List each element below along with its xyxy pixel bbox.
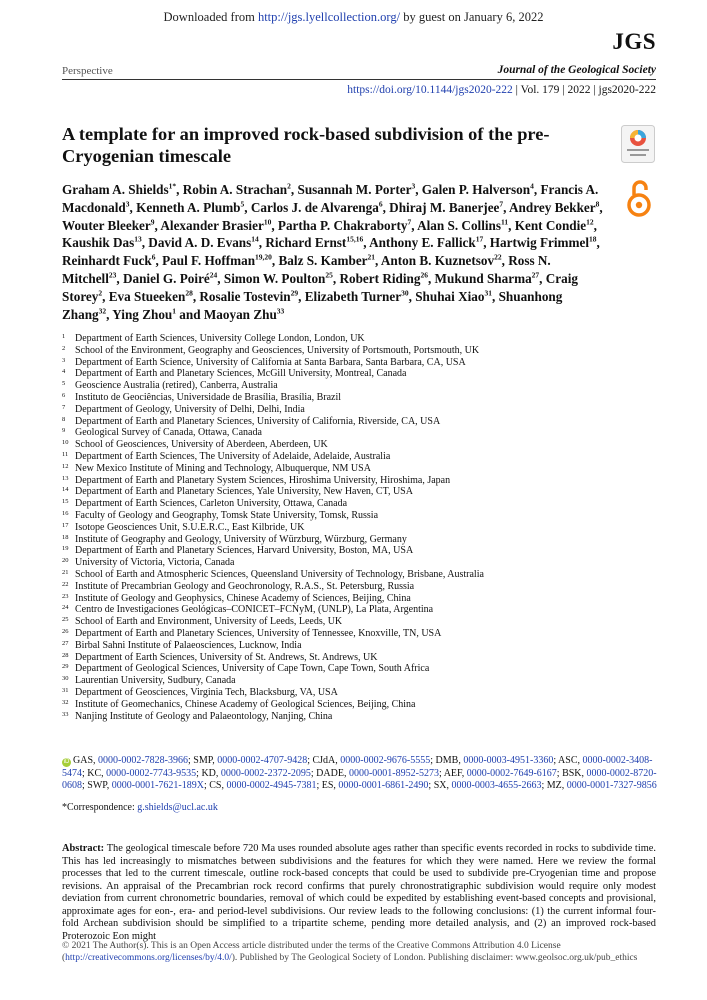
affiliation-item (62, 380, 662, 392)
affiliation-item (62, 498, 662, 510)
check-for-updates-icon (621, 125, 655, 163)
affiliation-text: Department of Earth and Planetary Sciences, Yale University, New Haven, CT, USA (75, 486, 413, 498)
affiliation-text: Department of Earth and Planetary Sciences, McGill University, Montreal, Canada (75, 368, 407, 380)
author-name: David A. D. Evans (148, 235, 252, 251)
affiliation-text: Geoscience Australia (retired), Canberra, Australia (75, 380, 278, 392)
orcid-author: ; ASC, (553, 755, 583, 766)
author-affiliation-ref: 7 (499, 199, 504, 209)
open-access-icon (626, 178, 652, 218)
abstract (62, 843, 656, 943)
orcid-link[interactable]: 0000-0002-4945-7381 (226, 780, 317, 792)
author-affiliation-ref: 29 (290, 288, 299, 298)
author-affiliation-ref: 14 (251, 235, 259, 244)
author-name: Ying Zhou (112, 306, 173, 322)
affiliation-number: 26 (62, 627, 69, 635)
author-name: Shuhai Xiao (415, 288, 485, 304)
author-affiliation-ref: 28 (185, 288, 193, 298)
orcid-author: GAS, (73, 755, 99, 766)
affiliation-number: 22 (62, 580, 69, 588)
affiliation-item (62, 616, 662, 628)
header-rule (62, 79, 656, 80)
author-name: Galen P. Halverson (421, 182, 531, 197)
doi-link[interactable]: https://doi.org/10.1144/jgs2020-222 (347, 84, 513, 96)
affiliation-number: 12 (62, 462, 69, 470)
affiliation-item (62, 463, 662, 475)
affiliation-text: Institute of Precambrian Geology and Geochronology, R.A.S., St. Petersburg, Russia (75, 580, 415, 592)
orcid-author: ; MZ, (541, 780, 567, 792)
author-affiliation-ref: 30 (401, 288, 409, 298)
author-name: Balz S. Kamber (278, 253, 368, 269)
author-name: Robin A. Strachan (182, 182, 288, 197)
affiliation-number: 7 (62, 403, 66, 411)
affiliation-number: 32 (62, 698, 69, 706)
orcid-link[interactable]: 0000-0003-4951-3360 (463, 755, 554, 766)
affiliation-number: 28 (62, 651, 69, 659)
affiliation-text: Department of Geology, University of Delhi, Delhi, India (75, 403, 305, 415)
affiliation-text: School of the Environment, Geography and Geosciences, University of Portsmouth, Portsmouth, UK (75, 344, 480, 356)
affiliation-item (62, 675, 662, 687)
affiliation-text: Institute of Geomechanics, Chinese Academy of Geological Sciences, Beijing, China (75, 698, 416, 710)
affiliation-text: Laurentian University, Sudbury, Canada (75, 675, 236, 687)
affiliation-text: Department of Earth Sciences, University of St. Andrews, St. Andrews, UK (75, 651, 378, 663)
orcid-link[interactable]: 0000-0002-8720-0608 (62, 767, 657, 792)
orcid-link[interactable]: 0000-0002-9676-5555 (340, 755, 431, 766)
abstract-text: The geological timescale before 720 Ma uses rounded absolute ages rather than specific events recorded in rocks to subdivide time. This has led increasingly to mismatches between subdivisions and the features for which they were named. Here we review the formal processes that led to the current timescale, outline rock-based concepts that could be used to subdivide pre-Cryogenian time and propose revisions. An appraisal of the Precambrian rock record confirms that purely chronostratigraphic subdivision would require only modest deviation from current chronometric boundaries, removal of which could be expedited by establishing event-based concepts and provisional, approximate ages for eon-, era- and period-level subdivisions. Our review leads to the following conclusions: (1) the current informal four-fold Archean subdivision should be simplified to a tripartite scheme, pending more detailed analysis, and (2) an improved rock-based Proterozoic Eon might (62, 843, 656, 942)
affiliation-number: 25 (62, 616, 69, 624)
orcid-author: ; KC, (82, 767, 107, 779)
orcid-author: ; KD, (196, 767, 221, 779)
author-affiliation-ref: 23 (108, 270, 117, 280)
author-name: Alan S. Collins (417, 217, 502, 233)
affiliation-text: Department of Earth Sciences, University College London, London, UK (75, 333, 365, 344)
author-name: Wouter Bleeker (62, 217, 151, 233)
orcid-link[interactable]: 0000-0002-2372-2095 (220, 767, 311, 779)
download-link[interactable]: http://jgs.lyellcollection.org/ (257, 10, 401, 24)
affiliation-item (62, 640, 662, 652)
affiliation-item (62, 663, 662, 675)
affiliation-number: 17 (62, 521, 69, 529)
open-access-badge (626, 178, 652, 218)
author-affiliation-ref: 1* (168, 181, 177, 191)
orcid-link[interactable]: 0000-0002-3408-5474 (62, 755, 653, 779)
affiliation-text: Institute of Geography and Geology, University of Würzburg, Würzburg, Germany (75, 533, 407, 545)
author-conjunction: and (176, 306, 204, 322)
author-name: Eva Stueeken (108, 288, 186, 304)
affiliation-number: 5 (62, 380, 66, 388)
affiliation-number: 3 (62, 356, 66, 364)
author-name: Anthony E. Fallick (369, 235, 476, 251)
author-name: Graham A. Shields (62, 182, 169, 197)
download-notice: Downloaded from http://jgs.lyellcollection.org/ by guest on January 6, 2022 (163, 10, 544, 24)
affiliation-number: 8 (62, 415, 66, 423)
affiliation-item (62, 486, 662, 498)
affiliation-item (62, 357, 662, 369)
affiliation-text: Department of Earth Sciences, The University of Adelaide, Adelaide, Australia (75, 450, 391, 462)
affiliation-number: 1 (62, 333, 66, 340)
author-name: Paul F. Hoffman (162, 253, 256, 269)
affiliation-item (62, 687, 662, 699)
author-affiliation-ref: 2 (98, 288, 103, 298)
affiliation-item (62, 451, 662, 463)
orcid-link[interactable]: 0000-0002-7649-6167 (466, 767, 557, 779)
affiliation-text: Geological Survey of Canada, Ottawa, Canada (75, 427, 262, 439)
orcid-link[interactable]: 0000-0001-6861-2490 (338, 780, 429, 792)
affiliation-number: 10 (62, 439, 69, 447)
author-affiliation-ref: 3 (125, 199, 130, 209)
author-affiliation-ref: 31 (484, 288, 492, 298)
article-title: A template for an improved rock-based subdivision of the pre-Cryogenian timescale (62, 124, 550, 166)
orcid-author: ; AEF, (438, 767, 467, 779)
affiliation-text: Nanjing Institute of Geology and Palaeontology, Nanjing, China (75, 710, 333, 722)
author-affiliation-ref: 22 (494, 252, 502, 262)
affiliation-number: 4 (62, 368, 66, 376)
author-affiliation-ref: 26 (420, 270, 428, 280)
author-name: Kaushik Das (62, 235, 135, 251)
affiliation-text: Department of Earth and Planetary Sciences, Harvard University, Boston, MA, USA (75, 545, 414, 557)
affiliation-number: 9 (62, 427, 66, 435)
affiliation-item (62, 534, 662, 546)
affiliation-item (62, 392, 662, 404)
correspondence: *Correspondence: g.shields@ucl.ac.uk (62, 802, 218, 813)
author-name: Susannah M. Porter (297, 182, 412, 197)
check-for-updates-badge[interactable] (621, 125, 655, 163)
affiliation-item (62, 333, 662, 345)
affiliation-number: 30 (62, 675, 69, 683)
affiliation-item (62, 581, 662, 593)
affiliation-item (62, 604, 662, 616)
author-name: Anton B. Kuznetsov (380, 253, 495, 269)
author-affiliation-ref: 24 (209, 270, 218, 280)
affiliation-text: School of Geosciences, University of Aberdeen, Aberdeen, UK (75, 439, 328, 451)
journal-name: Journal of the Geological Society (497, 64, 656, 76)
author-affiliation-ref: 2 (287, 181, 291, 191)
author-affiliation-ref: 10 (263, 217, 272, 227)
author-name: Shuanhong Zhang (62, 288, 563, 322)
author-name: Hartwig Frimmel (489, 235, 590, 251)
affiliation-item (62, 404, 662, 416)
orcid-author: ; DADE, (310, 767, 349, 779)
author-affiliation-ref: 5 (240, 199, 245, 209)
orcid-author: ; BSK, (556, 767, 587, 779)
author-affiliation-ref: 9 (150, 217, 155, 227)
author-affiliation-ref: 32 (98, 306, 107, 316)
author-name: Mukund Sharma (434, 270, 532, 286)
affiliation-item (62, 711, 662, 723)
affiliation-number: 16 (62, 509, 69, 517)
affiliation-text: Birbal Sahni Institute of Palaeosciences, Lucknow, India (75, 639, 302, 651)
affiliation-text: Department of Earth and Planetary Sciences, University of Tennessee, Knoxville, TN, USA (75, 627, 442, 639)
affiliation-list (62, 333, 662, 722)
orcid-link[interactable]: 0000-0002-4707-9428 (217, 755, 308, 766)
author-affiliation-ref: 12 (586, 217, 594, 227)
affiliation-item (62, 593, 662, 605)
affiliation-number: 21 (62, 568, 69, 576)
affiliation-item (62, 522, 662, 534)
affiliation-item (62, 439, 662, 451)
affiliation-item (62, 628, 662, 640)
affiliation-number: 33 (62, 710, 69, 718)
affiliation-number: 18 (62, 533, 69, 541)
author-affiliation-ref: 17 (475, 235, 484, 244)
affiliation-item (62, 416, 662, 428)
author-name: Rosalie Tostevin (199, 288, 291, 304)
affiliation-number: 31 (62, 686, 69, 694)
license-link[interactable]: http://creativecommons.org/licenses/by/4.0/ (65, 953, 232, 963)
affiliation-text: New Mexico Institute of Mining and Technology, Albuquerque, NM USA (75, 462, 371, 474)
affiliation-number: 19 (62, 545, 69, 553)
author-affiliation-ref: 21 (367, 252, 376, 262)
author-name: Richard Ernst (265, 235, 347, 251)
affiliation-number: 6 (62, 391, 66, 399)
orcid-author: ; ES, (316, 780, 339, 792)
author-name: Francis A. Macdonald (62, 182, 599, 215)
orcid-author: ; DMB, (430, 755, 464, 766)
license-notice: © 2021 The Author(s). This is an Open Access article distributed under the terms of the Creative Commons Attribution 4.0 License (http://creativecommons.org/licenses/by/4.0/). Published by The Geological Society of London. Publishing disclaimer: www.geolsoc.org.uk/pub_ethics (62, 941, 638, 963)
author-name: Robert Riding (339, 270, 421, 286)
affiliation-text: Faculty of Geology and Geography, Tomsk State University, Tomsk, Russia (75, 509, 379, 521)
author-affiliation-ref: 13 (134, 235, 142, 244)
author-name: Craig Storey (62, 270, 578, 304)
affiliation-item (62, 510, 662, 522)
author-name: Kenneth A. Plumb (136, 199, 241, 215)
author-affiliation-ref: 15,16 (346, 235, 364, 244)
author-name: Partha P. Chakraborty (277, 217, 408, 233)
affiliation-item (62, 569, 662, 581)
affiliation-text: Department of Geosciences, Virginia Tech, Blacksburg, VA, USA (75, 686, 338, 698)
affiliation-number: 24 (62, 604, 69, 612)
affiliation-number: 11 (62, 450, 69, 458)
orcid-author: ; SWP, (82, 780, 112, 792)
journal-logo: JGS (612, 29, 656, 54)
affiliation-number: 13 (62, 474, 69, 482)
author-affiliation-ref: 3 (411, 181, 416, 191)
author-name: Dhiraj M. Banerjee (389, 199, 500, 215)
affiliation-text: Institute of Geology and Geophysics, Chinese Academy of Sciences, Beijing, China (75, 592, 411, 604)
affiliation-text: School of Earth and Environment, University of Leeds, Leeds, UK (75, 616, 343, 628)
affiliation-text: Department of Earth Sciences, Carleton University, Ottawa, Canada (75, 498, 348, 510)
article-type: Perspective (62, 65, 113, 77)
author-affiliation-ref: 27 (531, 270, 540, 280)
affiliation-text: Isotope Geosciences Unit, S.U.E.R.C., East Kilbride, UK (75, 521, 305, 533)
author-name: Ross N. Mitchell (62, 253, 551, 286)
author-name: Maoyan Zhu (203, 306, 277, 322)
affiliation-text: Department of Earth and Planetary System Sciences, Hiroshima University, Hiroshima, Japan (75, 474, 451, 486)
author-affiliation-ref: 18 (589, 235, 597, 244)
orcid-list (62, 755, 660, 793)
affiliation-number: 29 (62, 663, 69, 671)
author-affiliation-ref: 33 (276, 306, 285, 316)
doi-line: https://doi.org/10.1144/jgs2020-222 | Vol. 179 | 2022 | jgs2020-222 (347, 84, 656, 96)
author-affiliation-ref: 6 (151, 252, 156, 262)
orcid-author: ; SX, (428, 780, 452, 792)
affiliation-item (62, 368, 662, 380)
orcid-link[interactable]: 0000-0002-7743-9535 (106, 767, 197, 779)
author-name: Alexander Brasier (160, 217, 264, 233)
abstract-label: Abstract: (62, 843, 105, 854)
affiliation-number: 27 (62, 639, 69, 647)
affiliation-item (62, 652, 662, 664)
affiliation-text: Department of Geological Sciences, University of Cape Town, Cape Town, South Africa (75, 663, 430, 675)
affiliation-text: School of Earth and Atmospheric Sciences, Queensland University of Technology, Brisbane, Australia (75, 568, 484, 580)
affiliation-number: 20 (62, 557, 69, 565)
orcid-author: ; CS, (203, 780, 227, 792)
orcid-link[interactable]: 0000-0003-4655-2663 (451, 780, 542, 792)
orcid-link[interactable]: 0000-0001-8952-5273 (348, 767, 439, 779)
affiliation-number: 23 (62, 592, 69, 600)
affiliation-item (62, 475, 662, 487)
affiliation-number: 2 (62, 344, 66, 352)
orcid-author: ; SMP, (188, 755, 218, 766)
affiliation-item (62, 557, 662, 569)
author-affiliation-ref: 4 (530, 181, 534, 191)
author-name: Reinhardt Fuck (62, 253, 152, 269)
author-affiliation-ref: 6 (378, 199, 383, 209)
author-affiliation-ref: 1 (172, 306, 176, 316)
author-name: Simon W. Poulton (223, 270, 326, 286)
author-list: Graham A. Shields$^{1*}$, Robin A. Strachan$^2$, Susannah M. Porter$^3$, Galen P. Halverson$^4$, Francis A. Macdonald$^3$, Kenneth A. Plumb$^5$, Carlos J. de Alvarenga$^6$, Dhiraj M. Banerjee$^7$, Andrey Bekker$^8$, Wouter Bleeker$^9$, Alexander Brasier$^{10}$, Partha P. Chakraborty$^7$, Alan S. Collins$^{11}$, Kent Condie$^{12}$, Kaushik Das$^{13}$, David A. D. Evans$^{14}$, Richard Ernst$^{15,16}$, Anthony E. Fallick$^{17}$, Hartwig Frimmel$^{18}$, Reinhardt Fuck$^6$, Paul F. Hoffman$^{19,20}$, Balz S. Kamber$^{21}$, Anton B. Kuznetsov$^{22}$, Ross N. Mitchell$^{23}$, Daniel G. Poiré$^{24}$, Simon W. Poulton$^{25}$, Robert Riding$^{26}$, Mukund Sharma$^{27}$, Craig Storey$^2$, Eva Stueeken$^{28}$, Rosalie Tostevin$^{29}$, Elizabeth Turner$^{30}$, Shuhai Xiao$^{31}$, Shuanhong Zhang$^{32}$, Ying Zhou$^1$ and Maoyan Zhu$^{33}$ (62, 181, 603, 322)
author-name: Elizabeth Turner (304, 288, 402, 304)
orcid-link[interactable]: 0000-0001-7621-189X (111, 780, 204, 792)
affiliation-item (62, 699, 662, 711)
author-affiliation-ref: 8 (595, 199, 600, 209)
affiliation-text: Department of Earth and Planetary Sciences, University of California, Riverside, CA, USA (75, 415, 441, 427)
correspondence-email-link[interactable]: g.shields@ucl.ac.uk (137, 802, 218, 813)
affiliation-text: Instituto de Geociências, Universidade de Brasília, Brasília, Brazil (75, 391, 342, 403)
orcid-icon: iD (63, 759, 70, 765)
orcid-link[interactable]: 0000-0002-7828-3966 (98, 755, 189, 766)
affiliation-number: 15 (62, 498, 69, 506)
author-affiliation-ref: 11 (501, 217, 509, 227)
affiliation-item (62, 345, 662, 357)
affiliation-text: Centro de Investigaciones Geológicas–CONICET–FCNyM, (UNLP), La Plata, Argentina (75, 604, 434, 616)
author-name: Carlos J. de Alvarenga (250, 199, 379, 215)
author-affiliation-ref: 19,20 (255, 252, 272, 262)
affiliation-text: Department of Earth Science, University of California at Santa Barbara, Santa Barbara, CA, USA (75, 356, 466, 368)
orcid-author: ; CJdA, (307, 755, 341, 766)
orcid-link[interactable]: 0000-0001-7327-9856 (566, 780, 657, 792)
affiliation-item (62, 427, 662, 439)
affiliation-text: University of Victoria, Victoria, Canada (75, 557, 235, 569)
affiliation-number: 14 (62, 486, 69, 494)
affiliation-item (62, 545, 662, 557)
author-affiliation-ref: 7 (407, 217, 412, 227)
author-name: Kent Condie (514, 217, 587, 233)
author-affiliation-ref: 25 (325, 270, 333, 280)
author-name: Daniel G. Poiré (122, 270, 210, 286)
author-name: Andrey Bekker (509, 199, 596, 215)
